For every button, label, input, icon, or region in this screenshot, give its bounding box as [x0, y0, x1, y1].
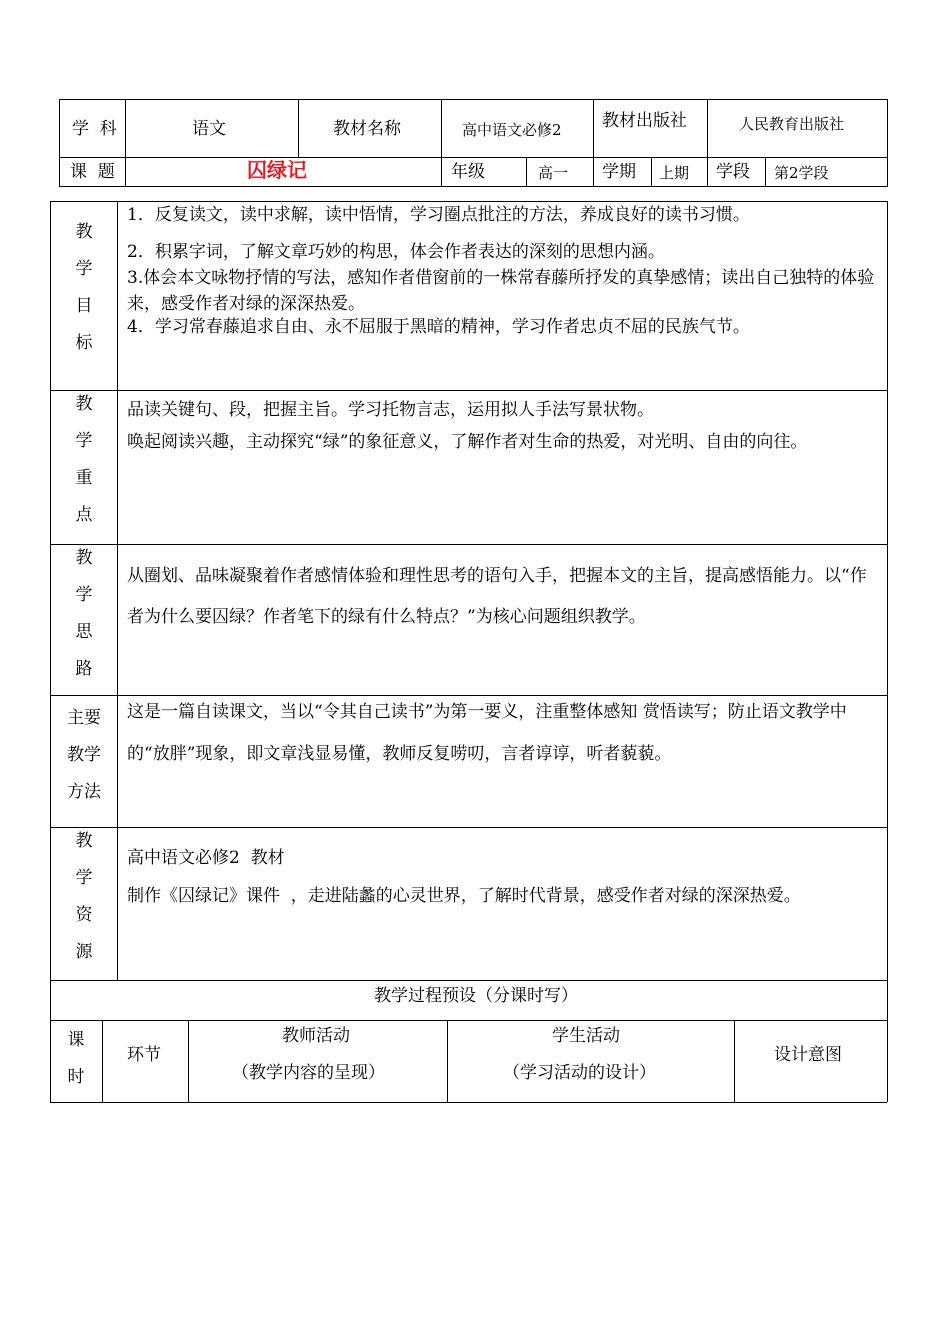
resources-line-2: 制作《囚绿记》课件 ，走进陆蠡的心灵世界，了解时代背景，感受作者对绿的深深热爱。 [127, 886, 801, 906]
keypoints-line-1: 品读关键句、段，把握主旨。学习托物言志，运用拟人手法写景状物。 [127, 400, 654, 420]
term-value: 上期 [659, 164, 690, 182]
col-period: 课 时 [67, 1030, 85, 1087]
methods-text: 这是一篇自读课文，当以“令其自己读书”为第一要义，注重整体感知 赏悟读写；防止语文教学中的“放胖”现象，即文章浅显易懂，教师反复唠叨，言者谆谆，听者藐藐。 [127, 702, 847, 764]
col-teacher-sub: （教学内容的呈现） [232, 1063, 385, 1083]
col-student-sub: （学习活动的设计） [503, 1063, 656, 1083]
subject-value: 语文 [192, 119, 226, 139]
publisher-value: 人民教育出版社 [739, 115, 845, 133]
textbook-value: 高中语文必修2 [462, 121, 562, 139]
subject-label: 学 科 [72, 119, 117, 139]
keypoints-label: 教 学 重 点 [75, 394, 93, 525]
goal-item-1: 1．反复读文，读中求解，读中悟情，学习圈点批注的方法，养成良好的读书习惯。 [127, 205, 750, 225]
resources-label: 教 学 资 源 [75, 831, 93, 962]
goal-item-4: 4．学习常春藤追求自由、永不屈服于黑暗的精神，学习作者忠贞不屈的民族气节。 [127, 317, 750, 337]
col-student: 学生活动 [552, 1026, 620, 1046]
stage-label: 学段 [716, 162, 750, 182]
goal-item-2: 2．积累字词，了解文章巧妙的构思，体会作者表达的深刻的思想内涵。 [127, 242, 665, 262]
lesson-label: 课 题 [70, 162, 115, 182]
keypoints-line-2: 唤起阅读兴趣，主动探究“绿”的象征意义，了解作者对生命的热爱，对光明、自由的向往。 [127, 432, 808, 452]
term-label: 学期 [602, 162, 636, 182]
resources-line-1: 高中语文必修2 教材 [127, 848, 285, 868]
goals-label: 教 学 目 标 [75, 222, 93, 353]
col-teacher: 教师活动 [282, 1026, 350, 1046]
approach-label: 教 学 思 路 [75, 548, 93, 679]
approach-text: 从圈划、品味凝聚着作者感情体验和理性思考的语句入手，把握本文的主旨，提高感悟能力。以“作者为什么要囚绿？作者笔下的绿有什么特点？”为核心问题组织教学。 [127, 566, 867, 627]
textbook-label: 教材名称 [333, 119, 401, 139]
lesson-title: 囚绿记 [247, 158, 307, 182]
publisher-label: 教材出版社 [602, 111, 687, 131]
process-title: 教学过程预设（分课时写） [374, 986, 578, 1006]
methods-label: 主要 教学 方法 [67, 708, 101, 802]
grade-value: 高一 [538, 164, 569, 182]
stage-value: 第2学段 [774, 164, 829, 182]
col-section: 环节 [127, 1045, 161, 1065]
col-intent: 设计意图 [774, 1045, 842, 1065]
goal-item-3: 3.体会本文咏物抒情的写法，感知作者借窗前的一株常春藤所抒发的真挚感情；读出自己独特的体验来，感受作者对绿的深深热爱。 [127, 268, 875, 314]
grade-label: 年级 [451, 162, 485, 182]
